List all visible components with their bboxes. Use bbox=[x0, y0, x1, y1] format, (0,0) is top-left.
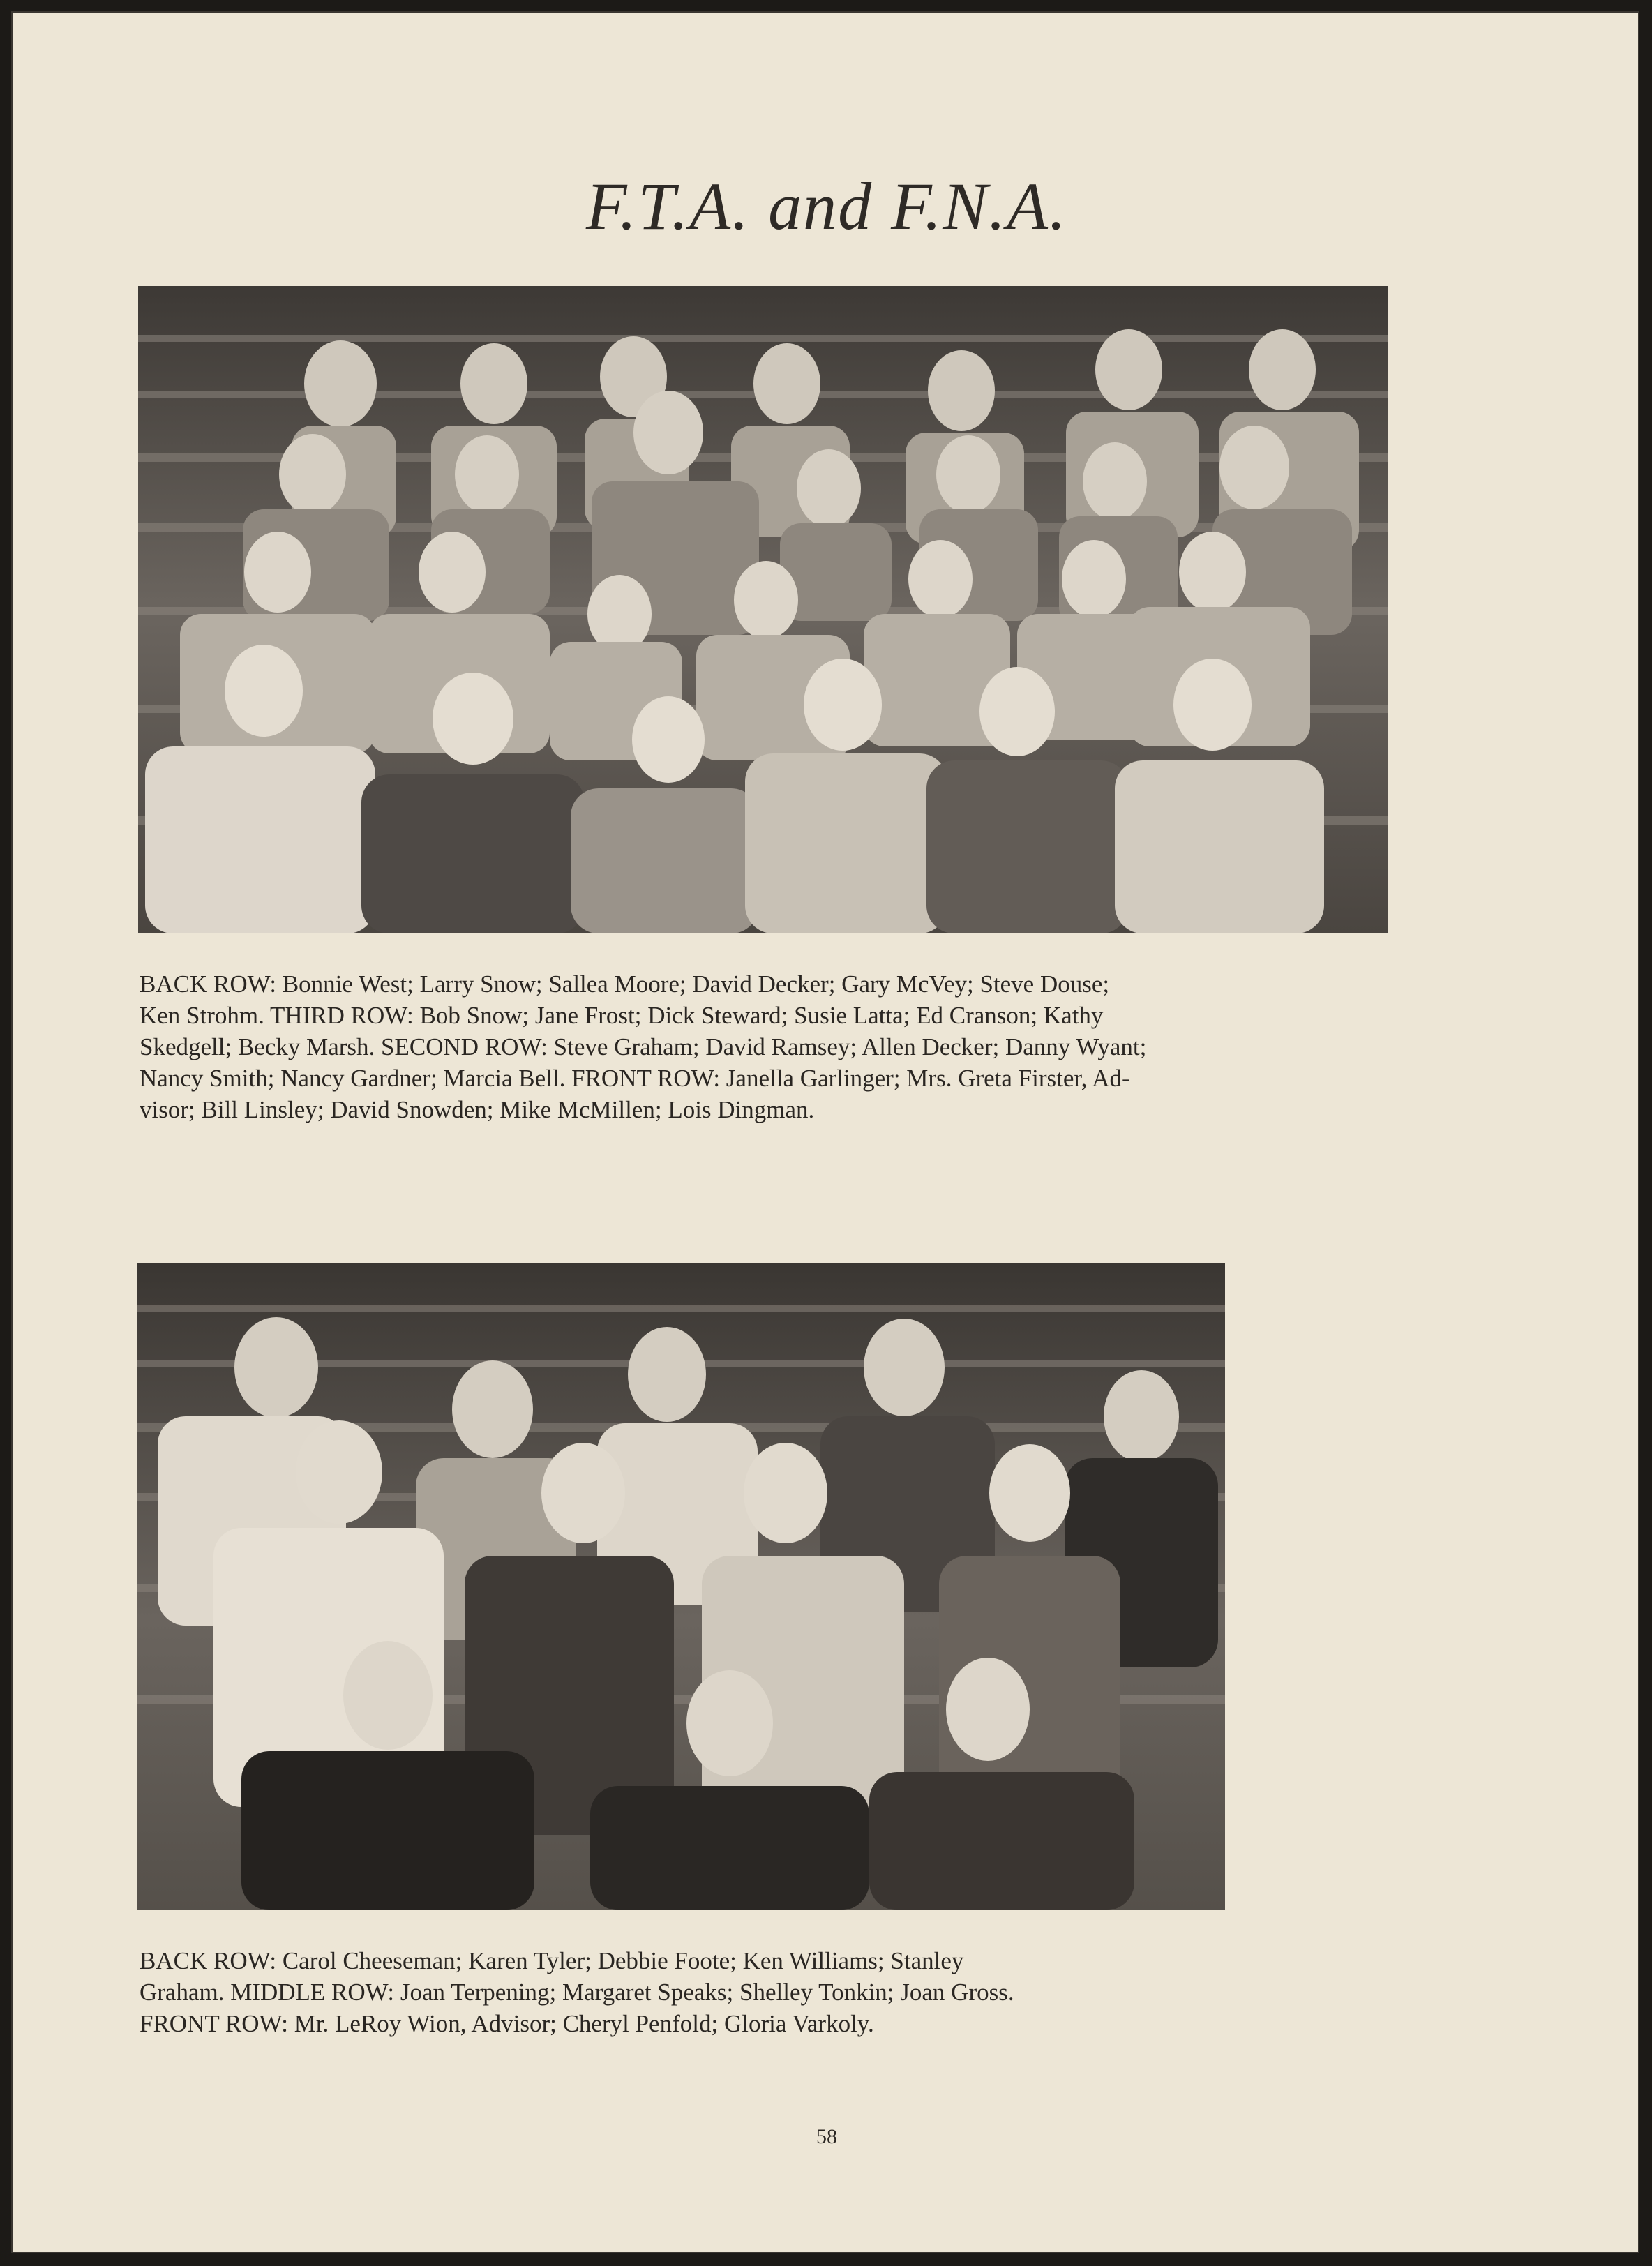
caption-line: visor; Bill Linsley; David Snowden; Mike McMillen; Lois Dingman. bbox=[140, 1096, 815, 1123]
photo-2-caption bbox=[140, 1945, 1284, 2039]
page-number: 58 bbox=[816, 2125, 837, 2148]
caption-line: Graham. MIDDLE ROW: Joan Terpening; Margaret Speaks; Shelley Tonkin; Joan Gross. bbox=[140, 1979, 1014, 2006]
page-title: F.T.A. and F.N.A. bbox=[585, 169, 1068, 243]
yearbook-page bbox=[11, 11, 1639, 2253]
caption-line: BACK ROW: Bonnie West; Larry Snow; Sallea Moore; David Decker; Gary McVey; Steve Douse; bbox=[140, 970, 1110, 998]
group-photo-icon bbox=[137, 1263, 1225, 1910]
group-photo-1 bbox=[138, 286, 1388, 933]
caption-line: BACK ROW: Carol Cheeseman; Karen Tyler; Debbie Foote; Ken Williams; Stanley bbox=[140, 1947, 964, 1974]
caption-line: FRONT ROW: Mr. LeRoy Wion, Advisor; Cheryl Penfold; Gloria Varkoly. bbox=[140, 2010, 874, 2037]
group-photo-icon bbox=[138, 286, 1388, 933]
photo-1-caption bbox=[140, 968, 1395, 1125]
caption-line: Ken Strohm. THIRD ROW: Bob Snow; Jane Frost; Dick Steward; Susie Latta; Ed Cranson; Kathy bbox=[140, 1002, 1104, 1029]
caption-line: Skedgell; Becky Marsh. SECOND ROW: Steve Graham; David Ramsey; Allen Decker; Danny Wyant; bbox=[140, 1033, 1147, 1060]
group-photo-2 bbox=[137, 1263, 1225, 1910]
caption-line: Nancy Smith; Nancy Gardner; Marcia Bell. FRONT ROW: Janella Garlinger; Mrs. Greta Firster, Ad- bbox=[140, 1065, 1130, 1092]
